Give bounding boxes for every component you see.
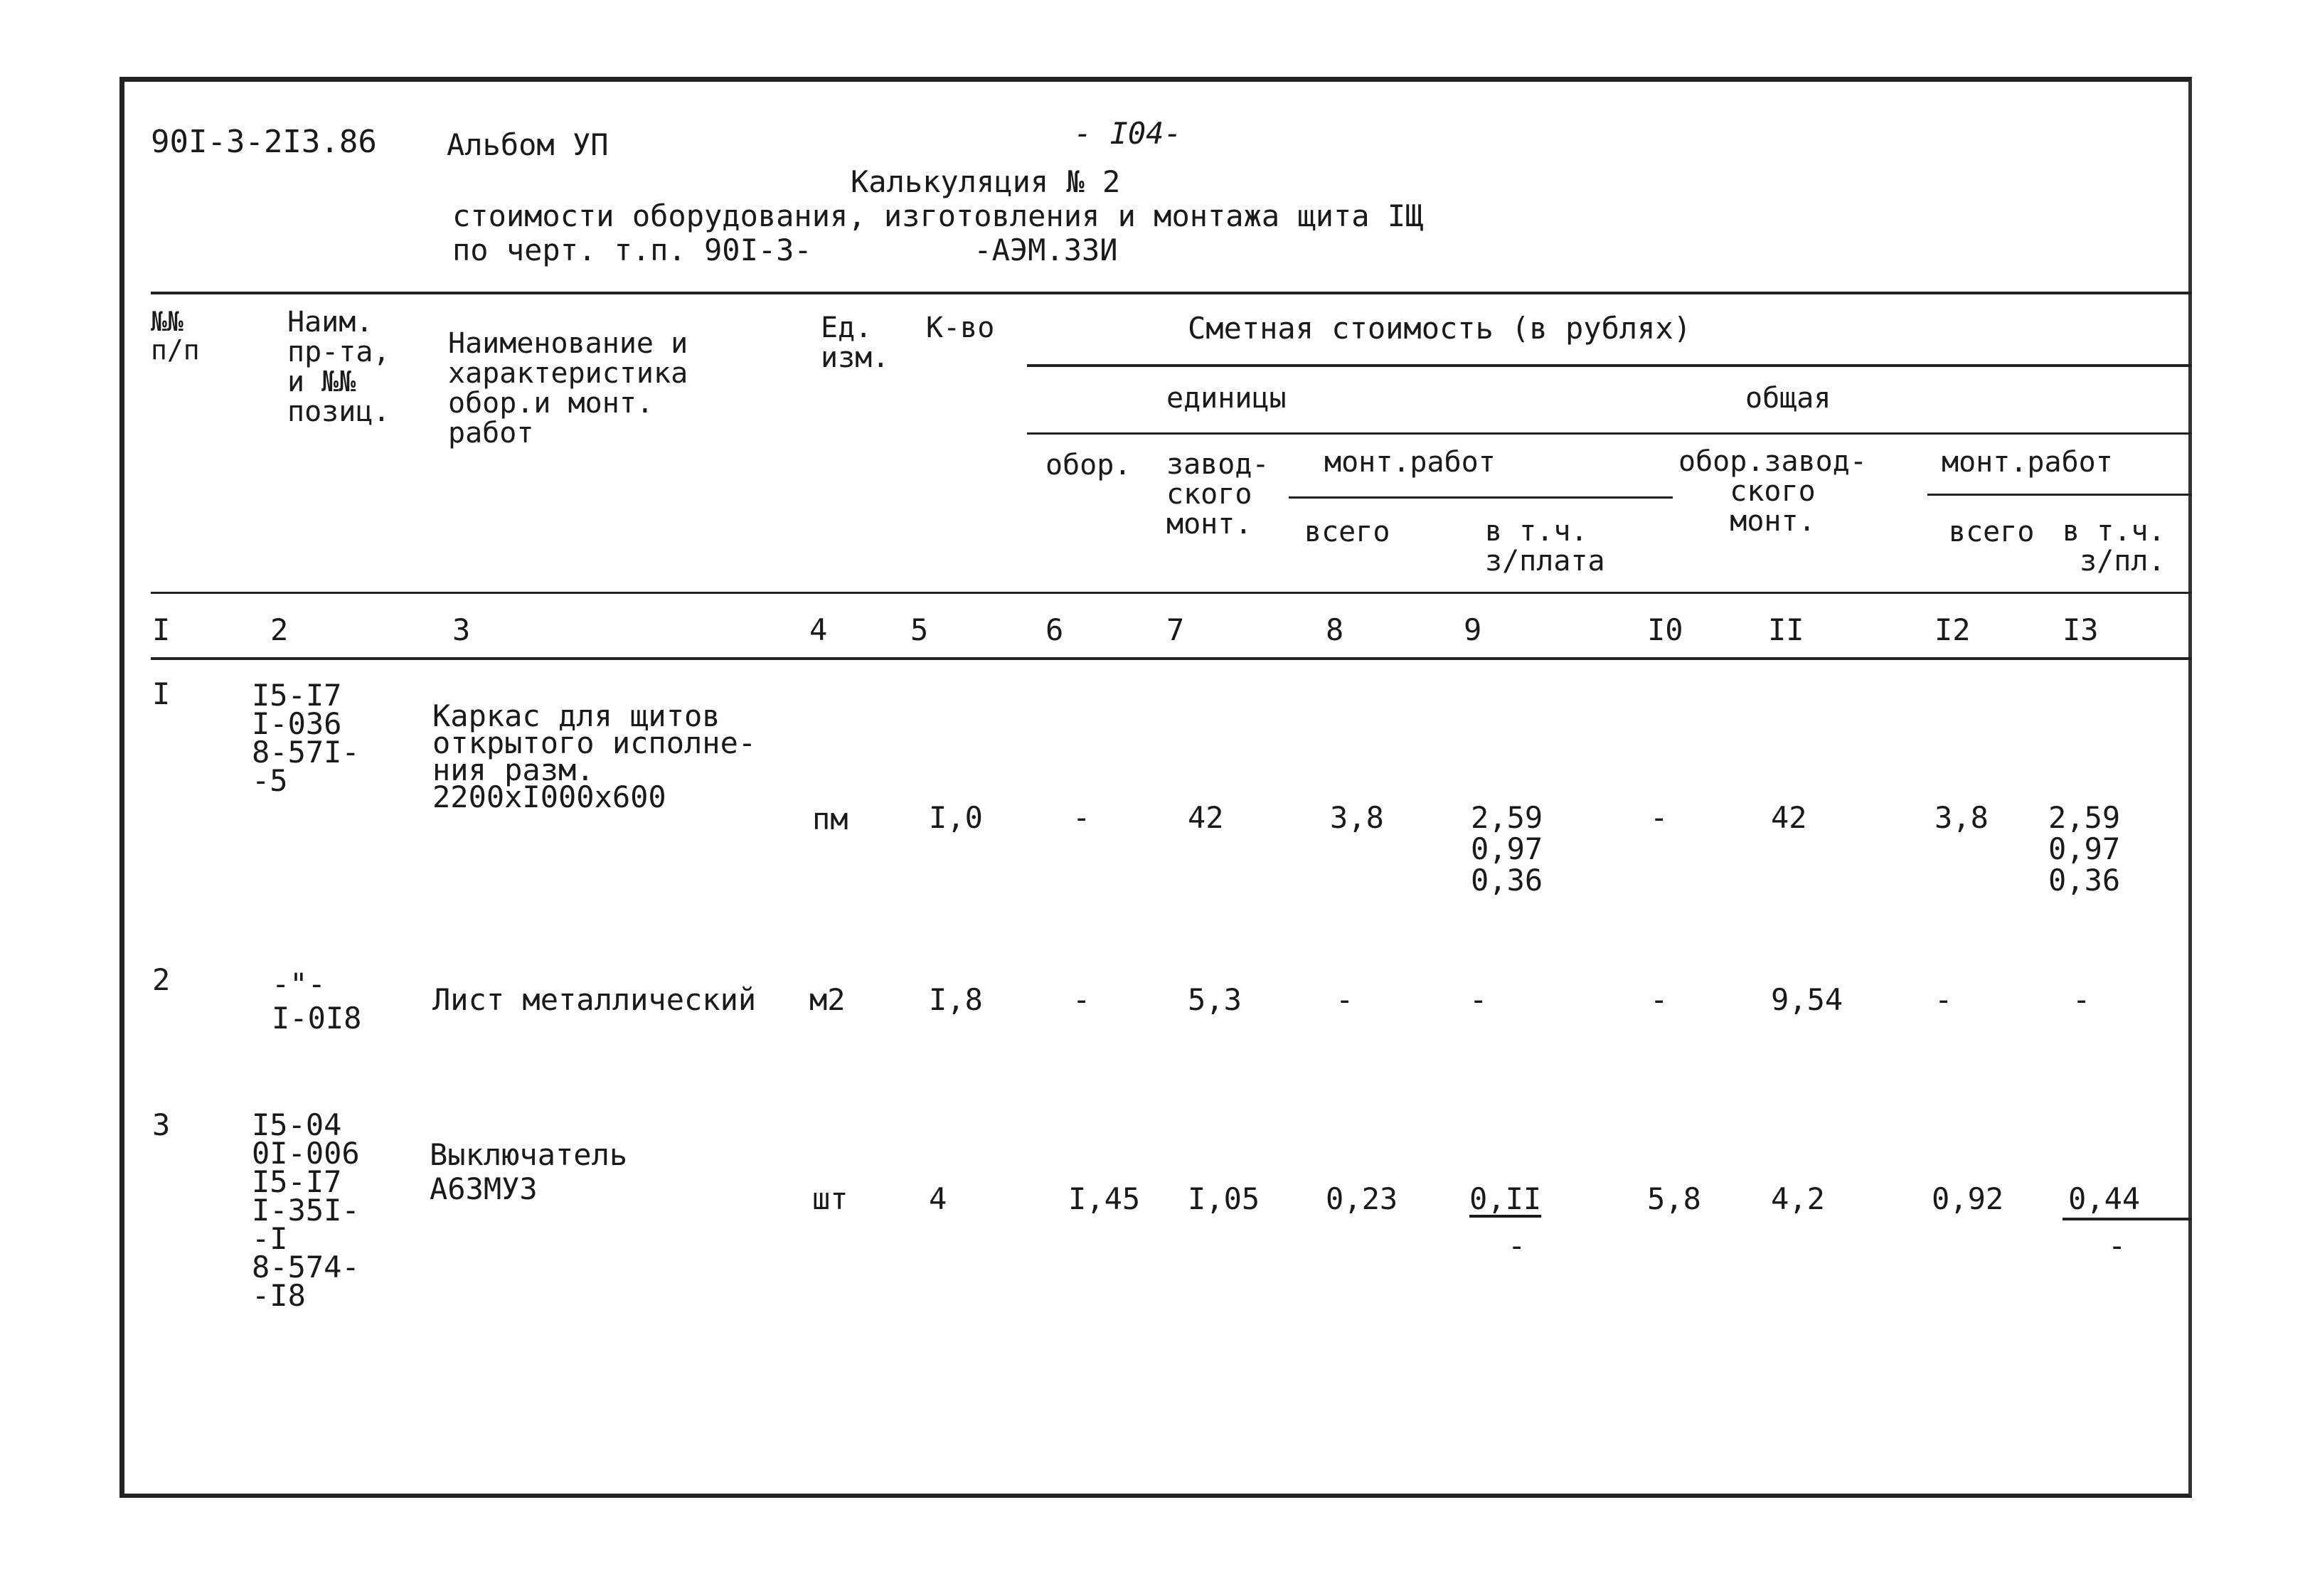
row-factory: 42 bbox=[1188, 800, 1224, 835]
col-number-3: 3 bbox=[452, 612, 471, 647]
row-mount-total: - bbox=[1336, 982, 1354, 1017]
rule-colnums-bottom bbox=[151, 657, 2192, 660]
col-number-4: 4 bbox=[809, 612, 828, 647]
rule-unit-total bbox=[1027, 432, 2192, 435]
col-number-9: 9 bbox=[1464, 612, 1482, 647]
col-header-cost-group: Сметная стоимость (в рублях) bbox=[1188, 311, 1692, 346]
row-factory: I,05 bbox=[1188, 1181, 1260, 1216]
row-total-equip: 5,8 bbox=[1647, 1181, 1701, 1216]
col-header-num: №№ п/п bbox=[151, 306, 200, 366]
row-code: I5-I7 I-036 8-57I- -5 bbox=[252, 678, 360, 798]
row-total-factory: 42 bbox=[1771, 800, 1807, 835]
col-number-10: I0 bbox=[1647, 612, 1683, 647]
col-header-total-mount-total: всего bbox=[1949, 516, 2035, 548]
row-code: I5-04 0I-006 I5-I7 I-35I- -I 8-574- -I8 bbox=[252, 1107, 360, 1313]
row-total-mount-wage: 2,59 0,97 0,36 bbox=[2048, 800, 2121, 898]
row-equip: - bbox=[1072, 800, 1091, 835]
album-label: Альбом УП bbox=[447, 127, 609, 162]
row-total-equip: - bbox=[1650, 982, 1668, 1017]
row-name: Выключатель А63МУЗ bbox=[430, 1137, 628, 1206]
row-name: Каркас для щитов открытого исполне- ния разм. 2200хI000х600 bbox=[432, 698, 757, 814]
calc-subtitle-1: стоимости оборудования, изготовления и монтажа щита IЩ bbox=[452, 198, 1424, 233]
row-mount-wage-sub: - bbox=[1508, 1228, 1526, 1263]
row-qty: I,8 bbox=[929, 982, 983, 1017]
row-mount-wage: 2,59 0,97 0,36 bbox=[1471, 800, 1543, 898]
col-header-unit-group: единицы bbox=[1166, 382, 1287, 415]
col-number-8: 8 bbox=[1326, 612, 1344, 647]
row-total-mount-wage: - bbox=[2072, 982, 2091, 1017]
document-code: 90I-3-2I3.86 bbox=[151, 124, 377, 160]
col-header-total-equip-factory: обор.завод- ского монт. bbox=[1678, 445, 1867, 538]
col-number-1: I bbox=[152, 612, 171, 647]
row-num: 3 bbox=[152, 1107, 171, 1142]
row-name: Лист металлический bbox=[432, 982, 757, 1017]
col-header-unit: Ед. изм. bbox=[821, 312, 890, 374]
row-total-factory: 9,54 bbox=[1771, 982, 1843, 1017]
rule-header-bottom bbox=[151, 592, 2192, 594]
row-equip: - bbox=[1072, 982, 1091, 1017]
calc-title: Калькуляция № 2 bbox=[851, 164, 1121, 199]
row-code: -"- I-0I8 bbox=[272, 967, 362, 1036]
row-unit: шт bbox=[812, 1181, 848, 1216]
col-number-11: II bbox=[1768, 612, 1804, 647]
col-number-13: I3 bbox=[2062, 612, 2099, 647]
col-number-2: 2 bbox=[270, 612, 289, 647]
col-number-6: 6 bbox=[1045, 612, 1064, 647]
row-total-mount-total: 0,92 bbox=[1932, 1181, 2004, 1216]
col-header-mount: монт.работ bbox=[1324, 446, 1496, 479]
rule-mount-total bbox=[1927, 494, 2192, 496]
row-total-mount-total: - bbox=[1934, 982, 1953, 1017]
row-unit: пм bbox=[812, 802, 848, 836]
col-number-7: 7 bbox=[1166, 612, 1185, 647]
col-header-name: Наименование и характеристика обор.и монт. работ bbox=[448, 327, 688, 449]
col-header-total-mount: монт.работ bbox=[1942, 446, 2113, 479]
document-frame bbox=[119, 77, 2192, 1498]
row-num: 2 bbox=[152, 962, 171, 997]
row-mount-total: 3,8 bbox=[1330, 800, 1384, 835]
row-total-equip: - bbox=[1650, 800, 1668, 835]
col-header-equip: обор. bbox=[1045, 449, 1132, 482]
row-mount-total: 0,23 bbox=[1326, 1181, 1398, 1216]
calc-subtitle-2: по черт. т.п. 90I-3- -АЭМ.33И bbox=[452, 233, 1118, 267]
row-total-mount-wage-sub: - bbox=[2108, 1228, 2127, 1263]
rule-mount-unit bbox=[1289, 496, 1673, 499]
rule-header-top bbox=[151, 292, 2192, 294]
page-number: - I04- bbox=[1074, 116, 1182, 151]
col-header-qty: К-во bbox=[926, 312, 995, 344]
col-number-12: I2 bbox=[1934, 612, 1971, 647]
row-qty: I,0 bbox=[929, 800, 983, 835]
col-header-mount-total: всего bbox=[1304, 516, 1390, 548]
row-equip: I,45 bbox=[1068, 1181, 1141, 1216]
row-factory: 5,3 bbox=[1188, 982, 1242, 1017]
row-mount-wage: - bbox=[1469, 982, 1488, 1017]
row-mount-wage: 0,II bbox=[1469, 1181, 1542, 1216]
col-header-item-code: Наим. пр-та, и №№ позиц. bbox=[287, 306, 390, 428]
rule-cost-group bbox=[1027, 364, 2192, 367]
row-num: I bbox=[152, 676, 171, 711]
row-total-factory: 4,2 bbox=[1771, 1181, 1825, 1216]
row-total-mount-wage-underline bbox=[2062, 1218, 2192, 1220]
col-header-total-group: общая bbox=[1745, 382, 1831, 415]
row-total-mount-total: 3,8 bbox=[1934, 800, 1989, 835]
col-number-5: 5 bbox=[910, 612, 929, 647]
col-header-mount-wage: в т.ч. з/плата bbox=[1485, 515, 1605, 578]
row-unit: м2 bbox=[809, 982, 846, 1017]
row-qty: 4 bbox=[929, 1181, 947, 1216]
row-total-mount-wage: 0,44 bbox=[2068, 1181, 2141, 1216]
col-header-total-mount-wage: в т.ч. з/пл. bbox=[2062, 515, 2166, 578]
col-header-factory: завод- ского монт. bbox=[1166, 448, 1270, 541]
